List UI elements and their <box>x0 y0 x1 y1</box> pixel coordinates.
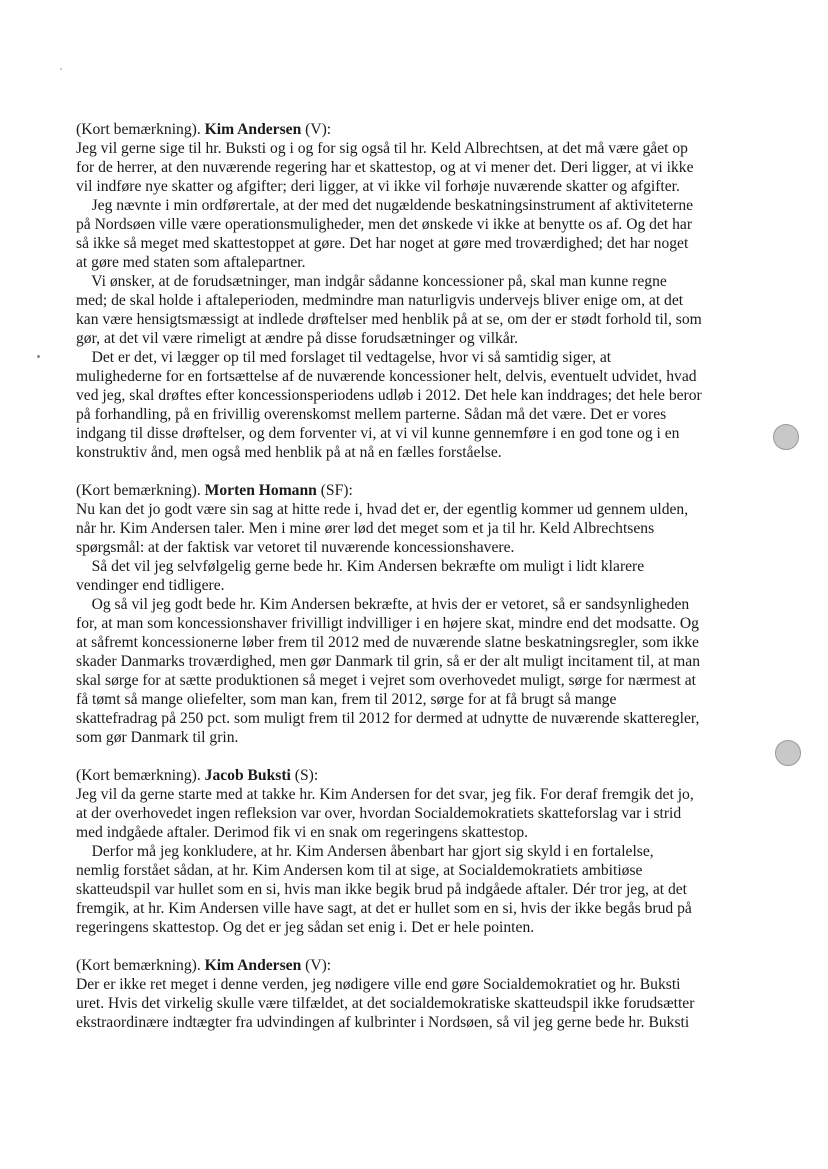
remark-heading <box>76 120 776 139</box>
speaker-party: (V): <box>305 121 332 138</box>
remark-prefix: (Kort bemærkning). <box>76 767 201 784</box>
speaker-name: Kim Andersen <box>204 121 302 138</box>
speaker-party: (SF): <box>320 482 353 499</box>
text-line: med; de skal holde i aftaleperioden, medmindre man naturligvis undervejs bliver enige om, at det <box>76 292 684 309</box>
remark-heading <box>76 481 776 500</box>
text-line: skal sørge for at sætte produktionen så meget i vejret som overhovedet muligt, sørge for nærmest at <box>76 672 697 689</box>
remark-heading <box>76 766 776 785</box>
text-line: når hr. Kim Andersen taler. Men i mine ører lød det meget som et ja til hr. Keld Albrechtsens <box>76 520 655 537</box>
text-line: skattefradrag på 250 pct. som muligt frem til 2012 for dermed at udnytte de nuværende skatteregler, <box>76 710 700 727</box>
text-line: skader Danmarks troværdighed, men gør Danmark til grin, så er der alt muligt incitament til, at man <box>76 653 701 670</box>
text-line: med indgåede aftaler. Derimod fik vi en snak om regeringens skattestop. <box>76 824 529 841</box>
text-line: indgang til disse drøftelser, og dem forventer vi, at vi vil kunne gennemføre i en god tone og i en <box>76 425 680 442</box>
text-line: på Nordsøen ville være operationsmuligheder, men det ønskede vi ikke at benytte os af. Og det har <box>76 216 693 233</box>
remark-prefix: (Kort bemærkning). <box>76 121 201 138</box>
text-line: Derfor må jeg konkludere, at hr. Kim Andersen åbenbart har gjort sig skyld i en fortalelse, <box>76 843 654 860</box>
punch-hole-mark <box>775 740 801 766</box>
text-line: fremgik, at hr. Kim Andersen ville have sagt, at det er hullet som en si, hvis der ikke begås brud på <box>76 900 692 917</box>
text-line: som gør Danmark til grin. <box>76 729 239 746</box>
remark-kim-andersen-2 <box>76 956 776 1032</box>
text-line: vendinger end tidligere. <box>76 577 225 594</box>
text-line: regeringens skattestop. Og det er jeg sådan set enig i. Det er hele pointen. <box>76 919 535 936</box>
scan-speck <box>37 355 40 358</box>
text-line: Jeg nævnte i min ordførertale, at der med det nugældende beskatningsinstrument af aktiviteterne <box>76 197 694 214</box>
text-line: få tømt så mange oliefelter, som man kan, frem til 2012, sørge for at få brugt så mange <box>76 691 617 708</box>
text-line: Vi ønsker, at de forudsætninger, man indgår sådanne koncessioner på, skal man kunne regne <box>76 273 667 290</box>
text-line: at såfremt koncessionerne løber frem til 2012 med de nuværende slatne beskatningsregler, som ikke <box>76 634 699 651</box>
punch-hole-mark <box>773 424 799 450</box>
text-line: spørgsmål: at der faktisk var vetoret til nuværende koncessionshavere. <box>76 539 515 556</box>
text-line: Nu kan det jo godt være sin sag at hitte rede i, hvad det er, der egentlig kommer ud gennem ulden, <box>76 501 689 518</box>
transcript-page <box>76 120 776 1051</box>
text-line: at der overhovedet ingen refleksion var over, hvordan Socialdemokratiets skatteforslag var i strid <box>76 805 682 822</box>
text-line: ved jeg, skal drøftes efter koncessionsperiodens udløb i 2012. Det hele kan inddrages; det hele beror <box>76 387 702 404</box>
text-line: Og så vil jeg godt bede hr. Kim Andersen bekræfte, at hvis der er vetoret, så er sandsynligheden <box>76 596 690 613</box>
remark-prefix: (Kort bemærkning). <box>76 482 201 499</box>
speaker-name: Morten Homann <box>204 482 317 499</box>
text-line: ekstraordinære indtægter fra udvindingen af kulbrinter i Nordsøen, så vil jeg gerne bede hr. Buksti <box>76 1014 690 1031</box>
text-line: Jeg vil gerne sige til hr. Buksti og i og for sig også til hr. Keld Albrechtsen, at det må være gået op <box>76 140 688 157</box>
remark-jacob-buksti <box>76 766 776 937</box>
text-line: for de herrer, at den nuværende regering har et skattestop, og at vi mener det. Deri ligger, at vi ikke <box>76 159 694 176</box>
text-line: på forhandling, på en frivillig overenskomst mellem parterne. Sådan må det være. Det er vores <box>76 406 667 423</box>
text-line: Jeg vil da gerne starte med at takke hr. Kim Andersen for det svar, jeg fik. For deraf fremgik det jo, <box>76 786 694 803</box>
text-line: så ikke så meget med skattestoppet at gøre. Det har noget at gøre med troværdighed; det har noget <box>76 235 689 252</box>
text-line: konstruktiv ånd, men også med henblik på at nå en fælles forståelse. <box>76 444 502 461</box>
remark-kim-andersen-1 <box>76 120 776 462</box>
scan-speck <box>60 68 62 70</box>
text-line: skatteudspil var hullet som en si, hvis man ikke begik brud på indgåede aftaler. Dér tror jeg, at det <box>76 881 688 898</box>
text-line: at gøre med staten som aftalepartner. <box>76 254 306 271</box>
text-line: Der er ikke ret meget i denne verden, jeg nødigere ville end gøre Socialdemokratiet og hr. Buksti <box>76 976 681 993</box>
text-line: mulighederne for en fortsættelse af de nuværende koncessioner helt, delvis, eventuelt udvidet, hvad <box>76 368 697 385</box>
speaker-party: (V): <box>305 957 332 974</box>
remark-morten-homann <box>76 481 776 747</box>
text-line: vil indføre nye skatter og afgifter; deri ligger, at vi ikke vil forhøje nuværende skatter og afgifter. <box>76 178 680 195</box>
text-line: uret. Hvis det virkelig skulle være tilfældet, at det socialdemokratiske skatteudspil ikke forudsætter <box>76 995 695 1012</box>
text-line: nemlig forstået sådan, at hr. Kim Andersen kom til at sige, at Socialdemokratiets ambitiøse <box>76 862 643 879</box>
text-line: for, at man som koncessionshaver frivilligt indvilliger i en højere skat, mindre end det modsatte. Og <box>76 615 699 632</box>
remark-heading <box>76 956 776 975</box>
text-line: Så det vil jeg selvfølgelig gerne bede hr. Kim Andersen bekræfte om muligt i lidt klarere <box>76 558 645 575</box>
remark-prefix: (Kort bemærkning). <box>76 957 201 974</box>
speaker-name: Jacob Buksti <box>204 767 291 784</box>
speaker-name: Kim Andersen <box>204 957 302 974</box>
text-line: Det er det, vi lægger op til med forslaget til vedtagelse, hvor vi så samtidig siger, at <box>76 349 612 366</box>
text-line: kan være hensigtsmæssigt at indlede drøftelser med henblik på at se, om der er stødt forhold til, som <box>76 311 702 328</box>
speaker-party: (S): <box>294 767 319 784</box>
text-line: gør, at det vil være rimeligt at ændre på disse forudsætninger og vilkår. <box>76 330 518 347</box>
